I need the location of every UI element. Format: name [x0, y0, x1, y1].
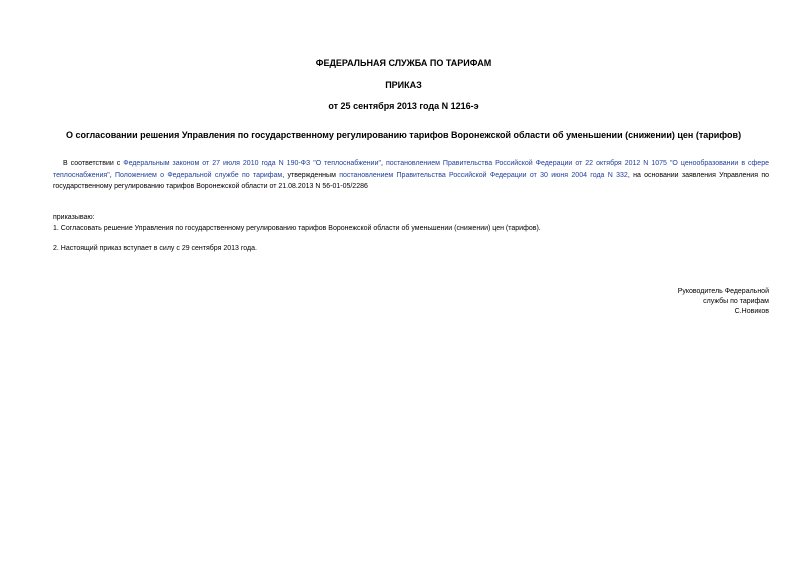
document-subject: О согласовании решения Управления по государственному регулированию тарифов Воронежской области об уменьшении (снижении) цен (тарифов)	[65, 130, 742, 140]
order-item-2: 2. Настоящий приказ вступает в силу с 29 сентября 2013 года.	[53, 245, 257, 252]
intro-text-2: ,	[380, 160, 386, 167]
document-date-number: от 25 сентября 2013 года N 1216-э	[328, 101, 479, 111]
intro-paragraph	[53, 158, 769, 193]
signature-position-line-2: службы по тарифам	[703, 298, 769, 305]
link-resolution-1075[interactable]: постановлением Правительства Российской Федерации от 22 октября 2012 N 1075 "О ценообразовании в сфере теплоснабжения"	[53, 160, 769, 179]
link-federal-law-190[interactable]: Федеральным законом от 27 июля 2010 года N 190-ФЗ "О теплоснабжении"	[123, 160, 381, 167]
intro-text-1: В соответствии с	[63, 160, 124, 167]
document-type: ПРИКАЗ	[385, 80, 422, 90]
intro-text-4: , утвержденным	[282, 171, 340, 179]
link-resolution-332[interactable]: постановлением Правительства Российской Федерации от 30 июня 2004 года N 332	[339, 171, 628, 179]
agency-title: ФЕДЕРАЛЬНАЯ СЛУЖБА ПО ТАРИФАМ	[315, 58, 492, 68]
intro-text-5: , на основании заявления Управления по государственному регулированию тарифов Воронежской области от 21.08.2013 N 56-01-05/2286	[53, 171, 770, 190]
decree-word: приказываю:	[53, 214, 95, 221]
link-fst-regulation[interactable]: Положением о Федеральной службе по тарифам	[114, 171, 283, 179]
intro-text-3: ,	[109, 171, 115, 179]
signature-name: С.Новиков	[734, 308, 769, 315]
signature-position-line-1: Руководитель Федеральной	[677, 288, 769, 295]
order-item-1: 1. Согласовать решение Управления по государственному регулированию тарифов Воронежской области об уменьшении (снижении) цен (тарифов).	[53, 225, 541, 232]
